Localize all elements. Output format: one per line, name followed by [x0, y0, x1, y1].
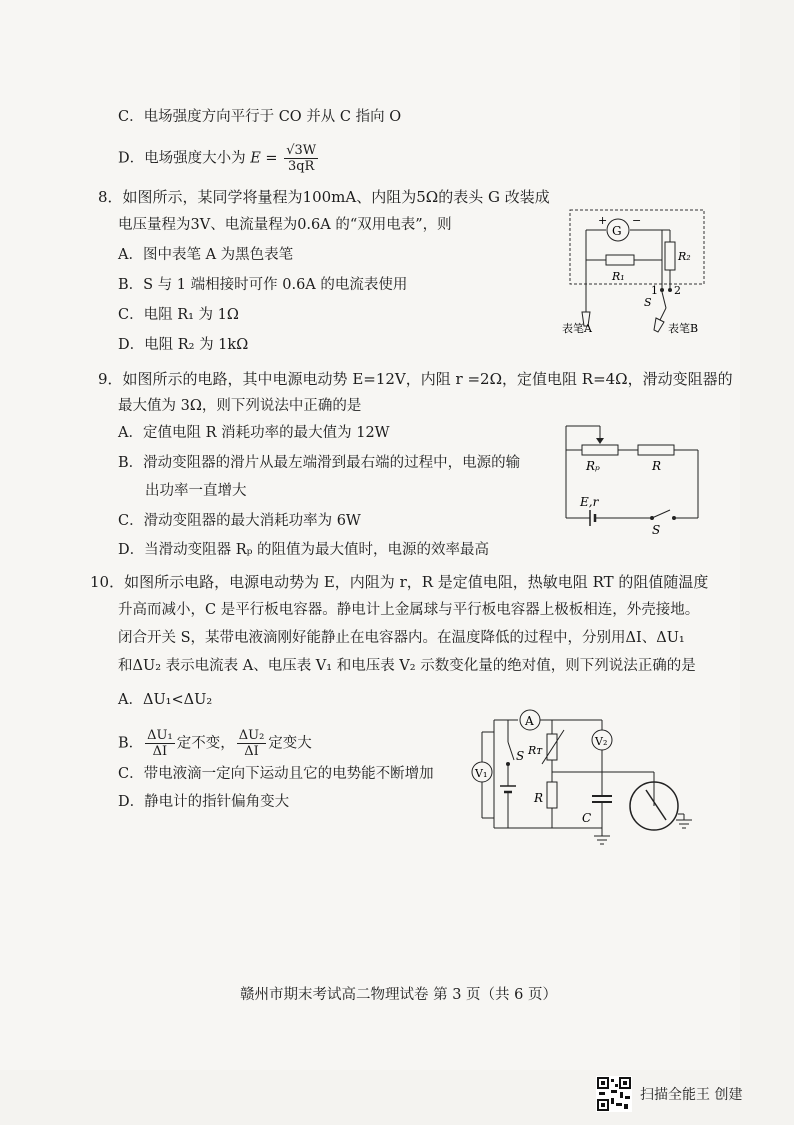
q10-b-fraction-2: $\frac{\text{ΔU₂}}{\Delta I}$: [238, 728, 265, 759]
q9-option-d: D．当滑动变阻器 Rₚ 的阻值为最大值时，电源的效率最高: [118, 542, 490, 558]
svg-text:V₂: V₂: [595, 735, 608, 748]
q10-b-fraction-1: $\frac{\text{ΔU₁}}{\Delta I}$: [147, 728, 173, 759]
svg-text:1: 1: [651, 284, 658, 297]
q10-stem-1: 10．如图所示电路，电源电动势为 E，内阻为 r，R 是定值电阻，热敏电阻 RT 的阻值随温度: [90, 573, 709, 591]
q8-stem-1: 8．如图所示，某同学将量程为100mA、内阻为5Ω的表头 G 改装成: [98, 188, 550, 206]
svg-text:表笔B: 表笔B: [668, 322, 699, 335]
svg-text:S: S: [644, 296, 652, 309]
q10-stem-4: 和ΔU₂ 表示电流表 A、电压表 V₁ 和电压表 V₂ 示数变化量的绝对值，则下列说法正确的是: [118, 658, 696, 674]
q9-option-c: C．滑动变阻器的最大消耗功率为 6W: [118, 513, 361, 529]
thermistor-rt: [547, 734, 557, 760]
q8-stem-2: 电压量程为3V、电流量程为0.6A 的“双用电表”，则: [118, 217, 452, 233]
q8-option-a: A．图中表笔 A 为黑色表笔: [118, 247, 294, 263]
q10-circuit-diagram: [470, 702, 700, 852]
svg-text:R₁: R₁: [612, 270, 625, 283]
scanner-watermark: [596, 1076, 742, 1112]
resistor-r: [638, 445, 674, 455]
svg-text:Rᴛ: Rᴛ: [528, 744, 543, 757]
svg-text:R: R: [534, 791, 544, 805]
svg-text:V₁: V₁: [475, 767, 488, 780]
svg-text:Rₚ: Rₚ: [586, 459, 600, 473]
q9-option-b-1: B．滑动变阻器的滑片从最左端滑到最右端的过程中，电源的输: [118, 455, 521, 471]
resistor-r2: [665, 242, 675, 270]
q10-option-a: A．ΔU₁<ΔU₂: [118, 692, 213, 708]
svg-text:C: C: [582, 811, 592, 825]
page-footer: 赣州市期末考试高二物理试卷 第 3 页（共 6 页）: [240, 987, 557, 1003]
q8-option-c: C．电阻 R₁ 为 1Ω: [118, 307, 239, 323]
q10-stem-3: 闭合开关 S，某带电液滴刚好能静止在电容器内。在温度降低的过程中，分别用ΔI、ΔU₁: [118, 630, 685, 646]
q9-circuit-diagram: [560, 420, 710, 540]
q9-option-b-2: 出功率一直增大: [145, 483, 247, 499]
svg-text:+: +: [598, 214, 608, 227]
svg-text:S: S: [652, 523, 661, 537]
q9-option-a: A．定值电阻 R 消耗功率的最大值为 12W: [118, 425, 390, 441]
svg-text:A: A: [525, 714, 534, 728]
q10-option-d: D．静电计的指针偏角变大: [118, 794, 290, 810]
svg-text:表笔A: 表笔A: [562, 322, 592, 335]
qr-code-icon: [596, 1076, 632, 1112]
q10-stem-2: 升高而减小，C 是平行板电容器。静电计上金属球与平行板电容器上极板相连，外壳接地。: [118, 602, 700, 618]
switch-icon: [508, 742, 514, 760]
q10-option-b: B． $\frac{\text{ΔU₁}}{\Delta I}$ 定不变， $\frac{\text{ΔU₂}}{\Delta I}$ 定变大: [118, 728, 312, 759]
svg-text:2: 2: [674, 284, 681, 297]
slider-arrow-icon: [596, 438, 604, 444]
switch-icon: [652, 510, 670, 518]
q10-option-c: C．带电液滴一定向下运动且它的电势能不断增加: [118, 766, 434, 782]
q7-d-fraction: $\frac{√3W}{3qR}$: [286, 143, 317, 174]
q8-option-d: D．电阻 R₂ 为 1kΩ: [118, 337, 249, 353]
probe-b-icon: [654, 318, 664, 332]
svg-text:R₂: R₂: [678, 250, 691, 263]
rheostat-rp: [582, 445, 618, 455]
q7-option-c: C．电场强度方向平行于 CO 并从 C 指向 O: [118, 109, 402, 125]
q7-option-d: D．电场强度大小为 E = $\frac{√3W}{3qR}$: [118, 143, 317, 174]
svg-text:G: G: [612, 224, 622, 238]
q9-stem-2: 最大值为 3Ω，则下列说法中正确的是: [118, 398, 362, 414]
svg-text:−: −: [632, 214, 642, 227]
svg-text:E,r: E,r: [580, 495, 599, 509]
resistor-r: [547, 782, 557, 808]
scanner-credit: 扫描全能王 创建: [640, 1087, 743, 1103]
svg-text:S: S: [516, 749, 525, 763]
q8-option-b: B．S 与 1 端相接时可作 0.6A 的电流表使用: [118, 277, 408, 293]
q8-circuit-diagram: [562, 208, 712, 338]
svg-text:R: R: [652, 459, 662, 473]
resistor-r1: [606, 255, 634, 265]
q9-stem-1: 9．如图所示的电路，其中电源电动势 E=12V，内阻 r =2Ω，定值电阻 R=4Ω，滑动变阻器的: [98, 370, 733, 388]
